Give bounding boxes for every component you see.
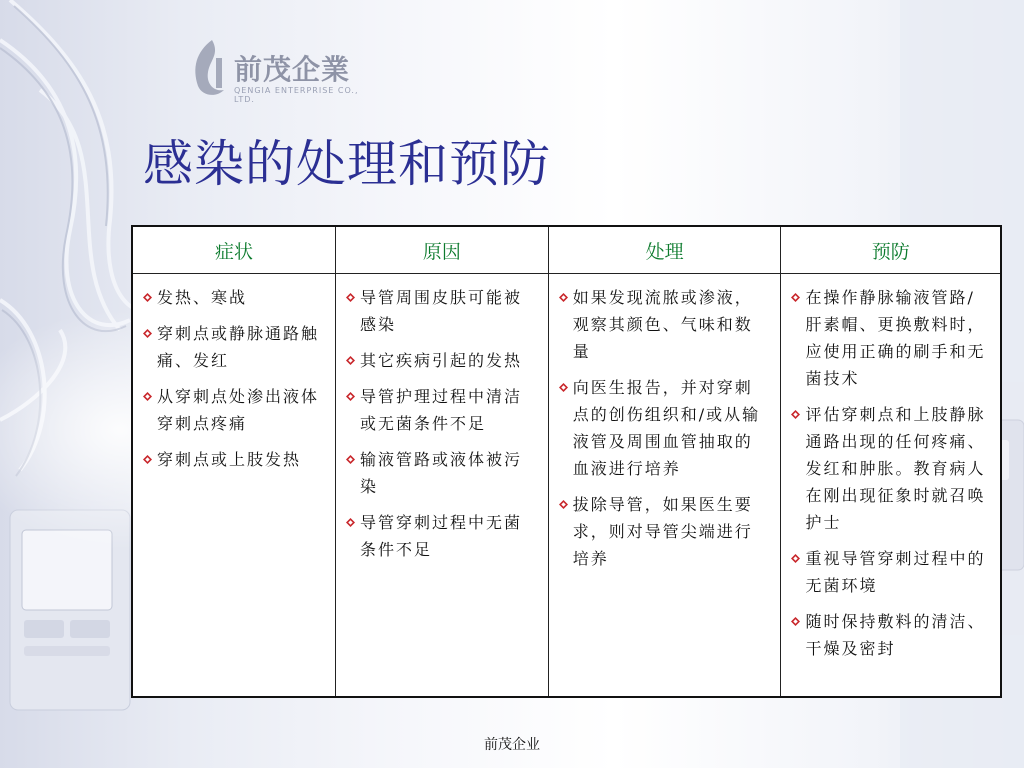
list-item: [346, 383, 538, 437]
table-row: [132, 274, 1001, 698]
header-treatment: 处理: [548, 226, 781, 274]
list-item-text: 穿刺点或上肢发热: [157, 450, 302, 469]
list-item: [559, 491, 771, 572]
diamond-bullet-icon: [346, 455, 355, 464]
list-item: [791, 608, 990, 662]
logo-mark-icon: [190, 38, 232, 98]
list-item: [559, 374, 771, 482]
logo-text: 前茂企業: [234, 53, 351, 86]
prevention-cell: [781, 274, 1001, 698]
list-item: [791, 284, 990, 392]
list-item: [346, 347, 538, 374]
diamond-bullet-icon: [791, 617, 800, 626]
diamond-bullet-icon: [346, 293, 355, 302]
list-item-text: 评估穿刺点和上肢静脉通路出现的任何疼痛、发红和肿胀。教育病人在刚出现征象时就召唤护士: [805, 405, 986, 532]
list-item-text: 导管周围皮肤可能被感染: [359, 288, 522, 334]
list-item-text: 导管穿刺过程中无菌条件不足: [359, 513, 522, 559]
diamond-bullet-icon: [791, 554, 800, 563]
symptoms-cell: [132, 274, 335, 698]
list-item: [346, 446, 538, 500]
diamond-bullet-icon: [143, 392, 152, 401]
diamond-bullet-icon: [559, 383, 568, 392]
list-item: [559, 284, 771, 365]
list-item-text: 在操作静脉输液管路/肝素帽、更换敷料时，应使用正确的刷手和无菌技术: [805, 288, 986, 388]
list-item: [346, 509, 538, 563]
list-item-text: 拔除导管，如果医生要求，则对导管尖端进行培养: [572, 495, 753, 568]
diamond-bullet-icon: [559, 500, 568, 509]
diamond-bullet-icon: [143, 455, 152, 464]
list-item-text: 导管护理过程中清洁或无菌条件不足: [359, 387, 522, 433]
list-item: [143, 320, 325, 374]
list-item: [143, 446, 325, 473]
list-item: [346, 284, 538, 338]
list-item-text: 从穿刺点处渗出液体穿刺点疼痛: [157, 387, 320, 433]
list-item-text: 穿刺点或静脉通路触痛、发红: [157, 324, 320, 370]
diamond-bullet-icon: [346, 518, 355, 527]
treatment-cell: [548, 274, 781, 698]
slide-title: 感染的处理和预防: [143, 135, 551, 193]
list-item-text: 发热、寒战: [157, 288, 248, 307]
causes-cell: [335, 274, 548, 698]
diamond-bullet-icon: [143, 329, 152, 338]
list-item-text: 向医生报告，并对穿刺点的创伤组织和/或从输液管及周围血管抽取的血液进行培养: [572, 378, 761, 478]
list-item: [143, 383, 325, 437]
diamond-bullet-icon: [559, 293, 568, 302]
company-logo: [190, 38, 380, 108]
table-header-row: [132, 226, 1001, 274]
diamond-bullet-icon: [346, 392, 355, 401]
list-item: [143, 284, 325, 311]
header-causes: 原因: [335, 226, 548, 274]
diamond-bullet-icon: [791, 293, 800, 302]
list-item: [791, 401, 990, 536]
footer-text: 前茂企业: [484, 737, 540, 753]
header-symptoms: 症状: [132, 226, 335, 274]
logo-subtitle: QENGIA ENTERPRISE CO., LTD.: [234, 86, 359, 104]
diamond-bullet-icon: [346, 356, 355, 365]
infection-table: [131, 225, 1002, 698]
list-item-text: 其它疾病引起的发热: [359, 351, 522, 370]
list-item-text: 随时保持敷料的清洁、干燥及密封: [805, 612, 986, 658]
diamond-bullet-icon: [791, 410, 800, 419]
list-item-text: 输液管路或液体被污染: [359, 450, 522, 496]
list-item-text: 重视导管穿刺过程中的无菌环境: [805, 549, 986, 595]
header-prevention: 预防: [781, 226, 1001, 274]
list-item-text: 如果发现流脓或渗液，观察其颜色、气味和数量: [572, 288, 753, 361]
diamond-bullet-icon: [143, 293, 152, 302]
list-item: [791, 545, 990, 599]
